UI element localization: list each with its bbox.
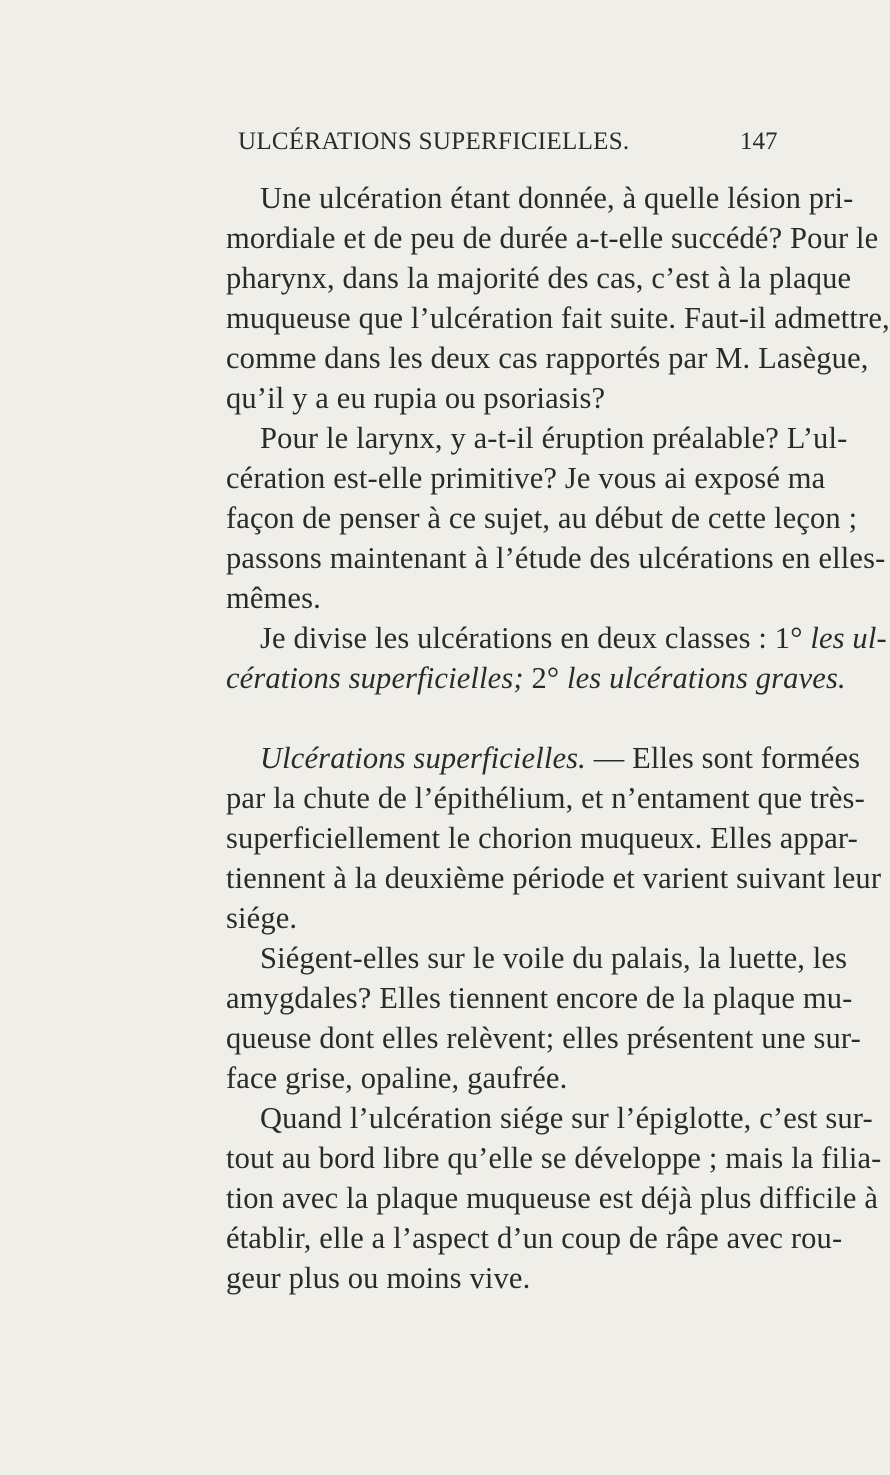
italic-run: les ul- — [810, 621, 887, 655]
paragraph — [226, 178, 890, 418]
text-line: mêmes. — [226, 581, 321, 615]
text-line: face grise, opaline, gaufrée. — [226, 1061, 568, 1095]
text-line: pharynx, dans la majorité des cas, c’est à la plaque — [226, 261, 852, 295]
text-line: Pour le larynx, y a-t-il éruption préalable? L’ul- — [260, 421, 848, 455]
paragraph — [226, 1098, 882, 1298]
text-line: établir, elle a l’aspect d’un coup de râpe avec rou- — [226, 1221, 843, 1255]
text-line: geur plus ou moins vive. — [226, 1261, 531, 1295]
text-run: Je divise les ulcérations en deux classes : 1° — [260, 621, 811, 655]
text-line: tiennent à la deuxième période et varient suivant leur — [226, 861, 882, 895]
text-line — [226, 738, 861, 778]
text-line — [226, 658, 846, 698]
running-title: ULCÉRATIONS SUPERFICIELLES. — [238, 128, 630, 155]
paragraph — [226, 738, 882, 938]
paragraph — [226, 938, 861, 1098]
text-line: par la chute de l’épithélium, et n’entament que très- — [226, 781, 865, 815]
text-line — [226, 618, 887, 658]
italic-run: les ulcérations graves. — [566, 661, 846, 695]
text-line: cération est-elle primitive? Je vous ai exposé ma — [226, 461, 826, 495]
section-heading: Ulcérations superficielles. — [260, 741, 586, 775]
text-line: qu’il y a eu rupia ou psoriasis? — [226, 381, 606, 415]
italic-run: cérations superficielles; — [226, 661, 524, 695]
paragraph — [226, 618, 887, 698]
section-gap — [226, 698, 830, 738]
text-line: Une ulcération étant donnée, à quelle lésion pri- — [260, 181, 854, 215]
text-line: siége. — [226, 901, 298, 935]
paragraph — [226, 418, 886, 618]
page-header — [0, 128, 800, 168]
text-line: amygdales? Elles tiennent encore de la plaque mu- — [226, 981, 853, 1015]
text-run: — Elles sont formées — [585, 741, 861, 775]
text-line: tion avec la plaque muqueuse est déjà plus difficile à — [226, 1181, 879, 1215]
text-line: tout au bord libre qu’elle se développe ; mais la filia- — [226, 1141, 882, 1175]
text-line: Quand l’ulcération siége sur l’épiglotte, c’est sur- — [260, 1101, 873, 1135]
text-line: comme dans les deux cas rapportés par M. Lasègue, — [226, 341, 869, 375]
text-line: Siégent-elles sur le voile du palais, la luette, les — [260, 941, 848, 975]
text-line: passons maintenant à l’étude des ulcérations en elles- — [226, 541, 886, 575]
text-line: queuse dont elles relèvent; elles présentent une sur- — [226, 1021, 861, 1055]
text-line: façon de penser à ce sujet, au début de cette leçon ; — [226, 501, 858, 535]
text-run: 2° — [523, 661, 567, 695]
page-number: 147 — [740, 128, 778, 155]
text-line: mordiale et de peu de durée a-t-elle succédé? Pour le — [226, 221, 879, 255]
text-line: superficiellement le chorion muqueux. Elles appar- — [226, 821, 858, 855]
text-line: muqueuse que l’ulcération fait suite. Faut-il admettre, — [226, 301, 890, 335]
body-text — [226, 178, 890, 1298]
